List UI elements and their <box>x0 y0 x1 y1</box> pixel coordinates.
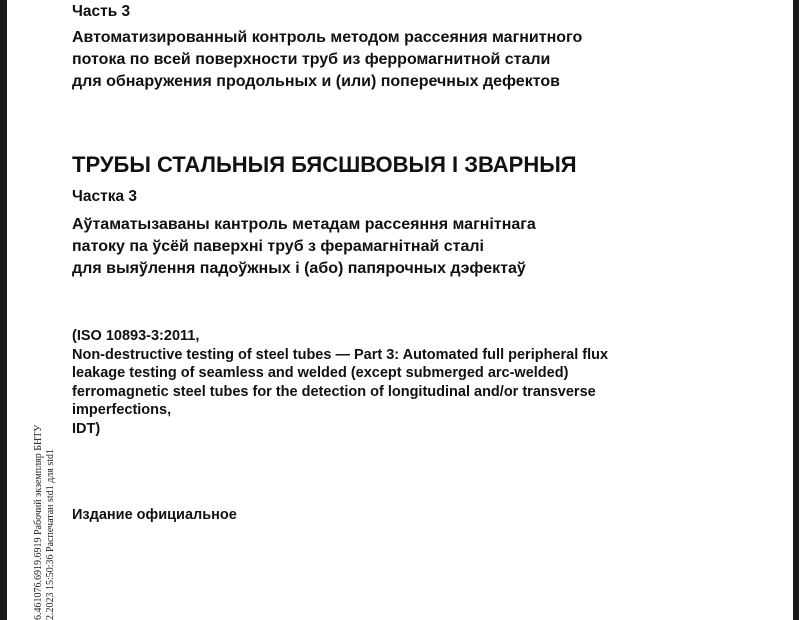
iso-line: ferromagnetic steel tubes for the detection of longitudinal and/or transverse <box>72 383 596 400</box>
ru-subtitle <box>72 27 582 93</box>
by-subtitle-line: патоку па ўсёй паверхні труб з ферамагнітнай сталі <box>72 238 484 255</box>
stamp-line: 2.2023 15:50:36 Распечатан std1 для std1 <box>45 448 56 620</box>
print-stamp <box>33 425 57 620</box>
ru-part-number: Часть 3 <box>72 3 131 20</box>
iso-line: (ISO 10893-3:2011, <box>72 328 200 344</box>
edition-label: Издание официальное <box>72 507 237 523</box>
stamp-line: 6.461076.6919.6919 Рабочий экземпляр БНТУ <box>33 424 44 620</box>
ru-subtitle-line: для обнаружения продольных и (или) поперечных дефектов <box>72 73 560 90</box>
iso-line: Non-destructive testing of steel tubes — Part 3: Automated full peripheral flux <box>72 346 609 363</box>
ru-subtitle-line: потока по всей поверхности труб из ферромагнитной стали <box>72 51 551 68</box>
document-page <box>7 0 793 620</box>
by-main-title: ТРУБЫ СТАЛЬНЫЯ БЯСШВОВЫЯ І ЗВАРНЫЯ <box>72 152 577 177</box>
iso-reference <box>72 327 608 438</box>
by-subtitle <box>72 214 536 280</box>
iso-line: leakage testing of seamless and welded (except submerged arc-welded) <box>72 365 569 381</box>
iso-line: imperfections, <box>72 402 172 418</box>
by-subtitle-line: для выяўлення падоўжных і (або) папярочных дэфектаў <box>72 260 526 277</box>
by-subtitle-line: Аўтаматызаваны кантроль метадам рассеяння магнітнага <box>72 216 536 233</box>
ru-subtitle-line: Автоматизированный контроль методом рассеяния магнитного <box>72 29 583 46</box>
iso-line: IDT) <box>72 420 101 437</box>
by-part-number: Частка 3 <box>72 188 138 205</box>
